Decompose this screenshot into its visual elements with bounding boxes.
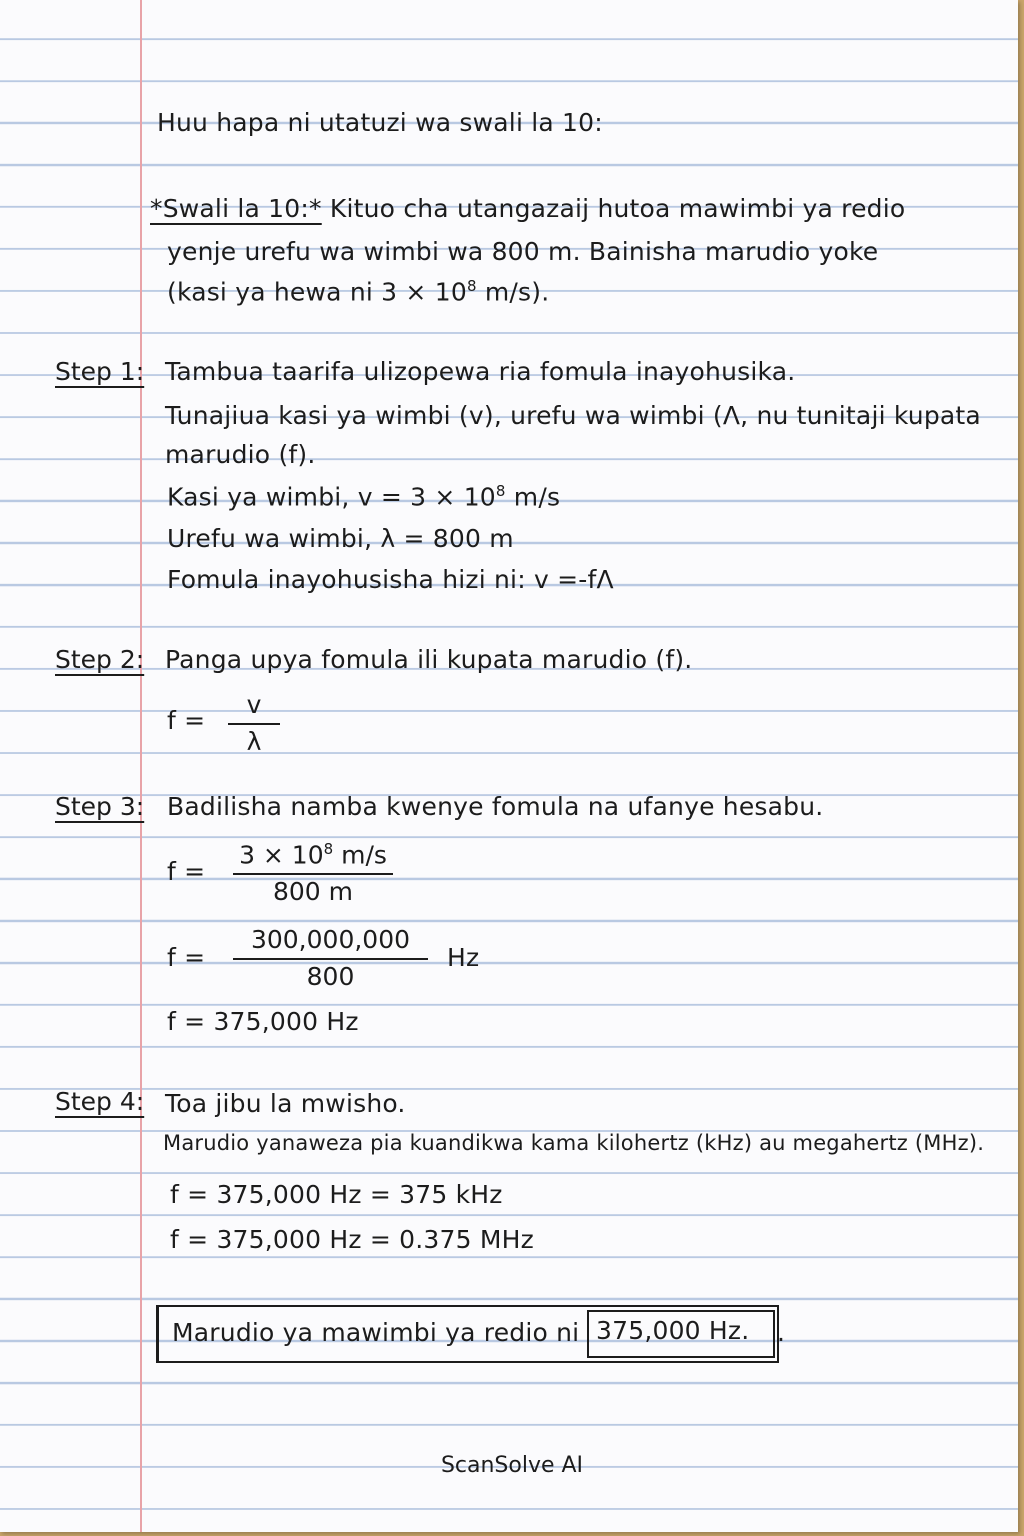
step-2-label: Step 2: [55, 645, 145, 674]
step-1-speed-exp: 8 [495, 482, 506, 500]
step-4-line-2: Marudio yanaweza pia kuandikwa kama kilohertz (kHz) au megahertz (MHz). [163, 1131, 985, 1155]
step-4-line-1: Toa jibu la mwisho. [165, 1089, 406, 1118]
step-3-eq1-num-pre: 3 × 10 [239, 840, 324, 870]
step-3-eq1-num-exp: 8 [323, 840, 334, 858]
step-3-eq3: f = 375,000 Hz [167, 1007, 359, 1036]
question-line-3-exp: 8 [466, 277, 477, 295]
step-1-line-3: marudio (f). [165, 440, 316, 469]
step-3-eq2-lhs: f = [167, 943, 206, 972]
step-3-eq1-numerator [233, 840, 393, 875]
intro-text: Huu hapa ni utatuzi wa swali la 10: [157, 108, 603, 137]
step-1-speed-pre: Kasi ya wimbi, v = 3 × 10 [167, 482, 496, 512]
step-1-formula: Fomula inayohusisha hizi ni: v =-fΛ [167, 565, 614, 594]
answer-value: 375,000 Hz. [596, 1316, 750, 1345]
step-3-line-1: Badilisha namba kwenye fomula na ufanye hesabu. [167, 792, 824, 821]
step-1-speed [167, 482, 560, 511]
answer-text: Marudio ya mawimbi ya redio ni [172, 1318, 580, 1347]
step-4-eq2: f = 375,000 Hz = 0.375 MHz [170, 1225, 534, 1254]
step-3-eq2-unit: Hz [447, 943, 480, 972]
step-2-numerator: v [228, 690, 280, 725]
step-2-denominator: λ [246, 727, 262, 756]
question-line-1 [150, 194, 905, 223]
margin-line [140, 0, 142, 1532]
step-3-eq2-fraction [233, 925, 428, 991]
step-3-eq1-denominator: 800 m [272, 877, 354, 907]
step-1-line-1: Tambua taarifa ulizopewa ria fomula inayohusika. [165, 357, 796, 386]
question-line-2: yenje urefu wa wimbi wa 800 m. Bainisha marudio yoke [167, 237, 879, 266]
step-1-speed-post: m/s [505, 482, 561, 512]
step-3-eq2-denominator: 800 [306, 962, 355, 991]
step-1-label: Step 1: [55, 357, 145, 386]
question-line-3-post: m/s). [476, 277, 550, 307]
step-2-fraction [228, 690, 280, 756]
step-1-line-2: Tunajiua kasi ya wimbi (v), urefu wa wimbi (Λ, nu tunitaji kupata [165, 401, 981, 430]
footer-brand: ScanSolve AI [440, 1453, 584, 1478]
question-line-3-pre: (kasi ya hewa ni 3 × 10 [167, 277, 467, 307]
step-1-wavelength: Urefu wa wimbi, λ = 800 m [167, 524, 514, 553]
step-3-label: Step 3: [55, 792, 145, 821]
question-line-3 [167, 277, 549, 306]
step-2-lhs: f = [167, 706, 206, 735]
step-3-eq1-num-post: m/s [333, 840, 387, 870]
step-2-line-1: Panga upya fomula ili kupata marudio (f). [165, 645, 693, 674]
step-3-eq2-numerator: 300,000,000 [233, 925, 428, 960]
step-3-eq1-lhs: f = [167, 857, 206, 886]
answer-period: . [777, 1318, 786, 1347]
step-3-eq1-fraction [233, 840, 393, 906]
question-text-1: Kituo cha utangazaij hutoa mawimbi ya redio [329, 194, 906, 223]
step-4-eq1: f = 375,000 Hz = 375 kHz [170, 1180, 503, 1209]
step-4-label: Step 4: [55, 1087, 145, 1116]
question-label: *Swali la 10:* [150, 194, 322, 223]
